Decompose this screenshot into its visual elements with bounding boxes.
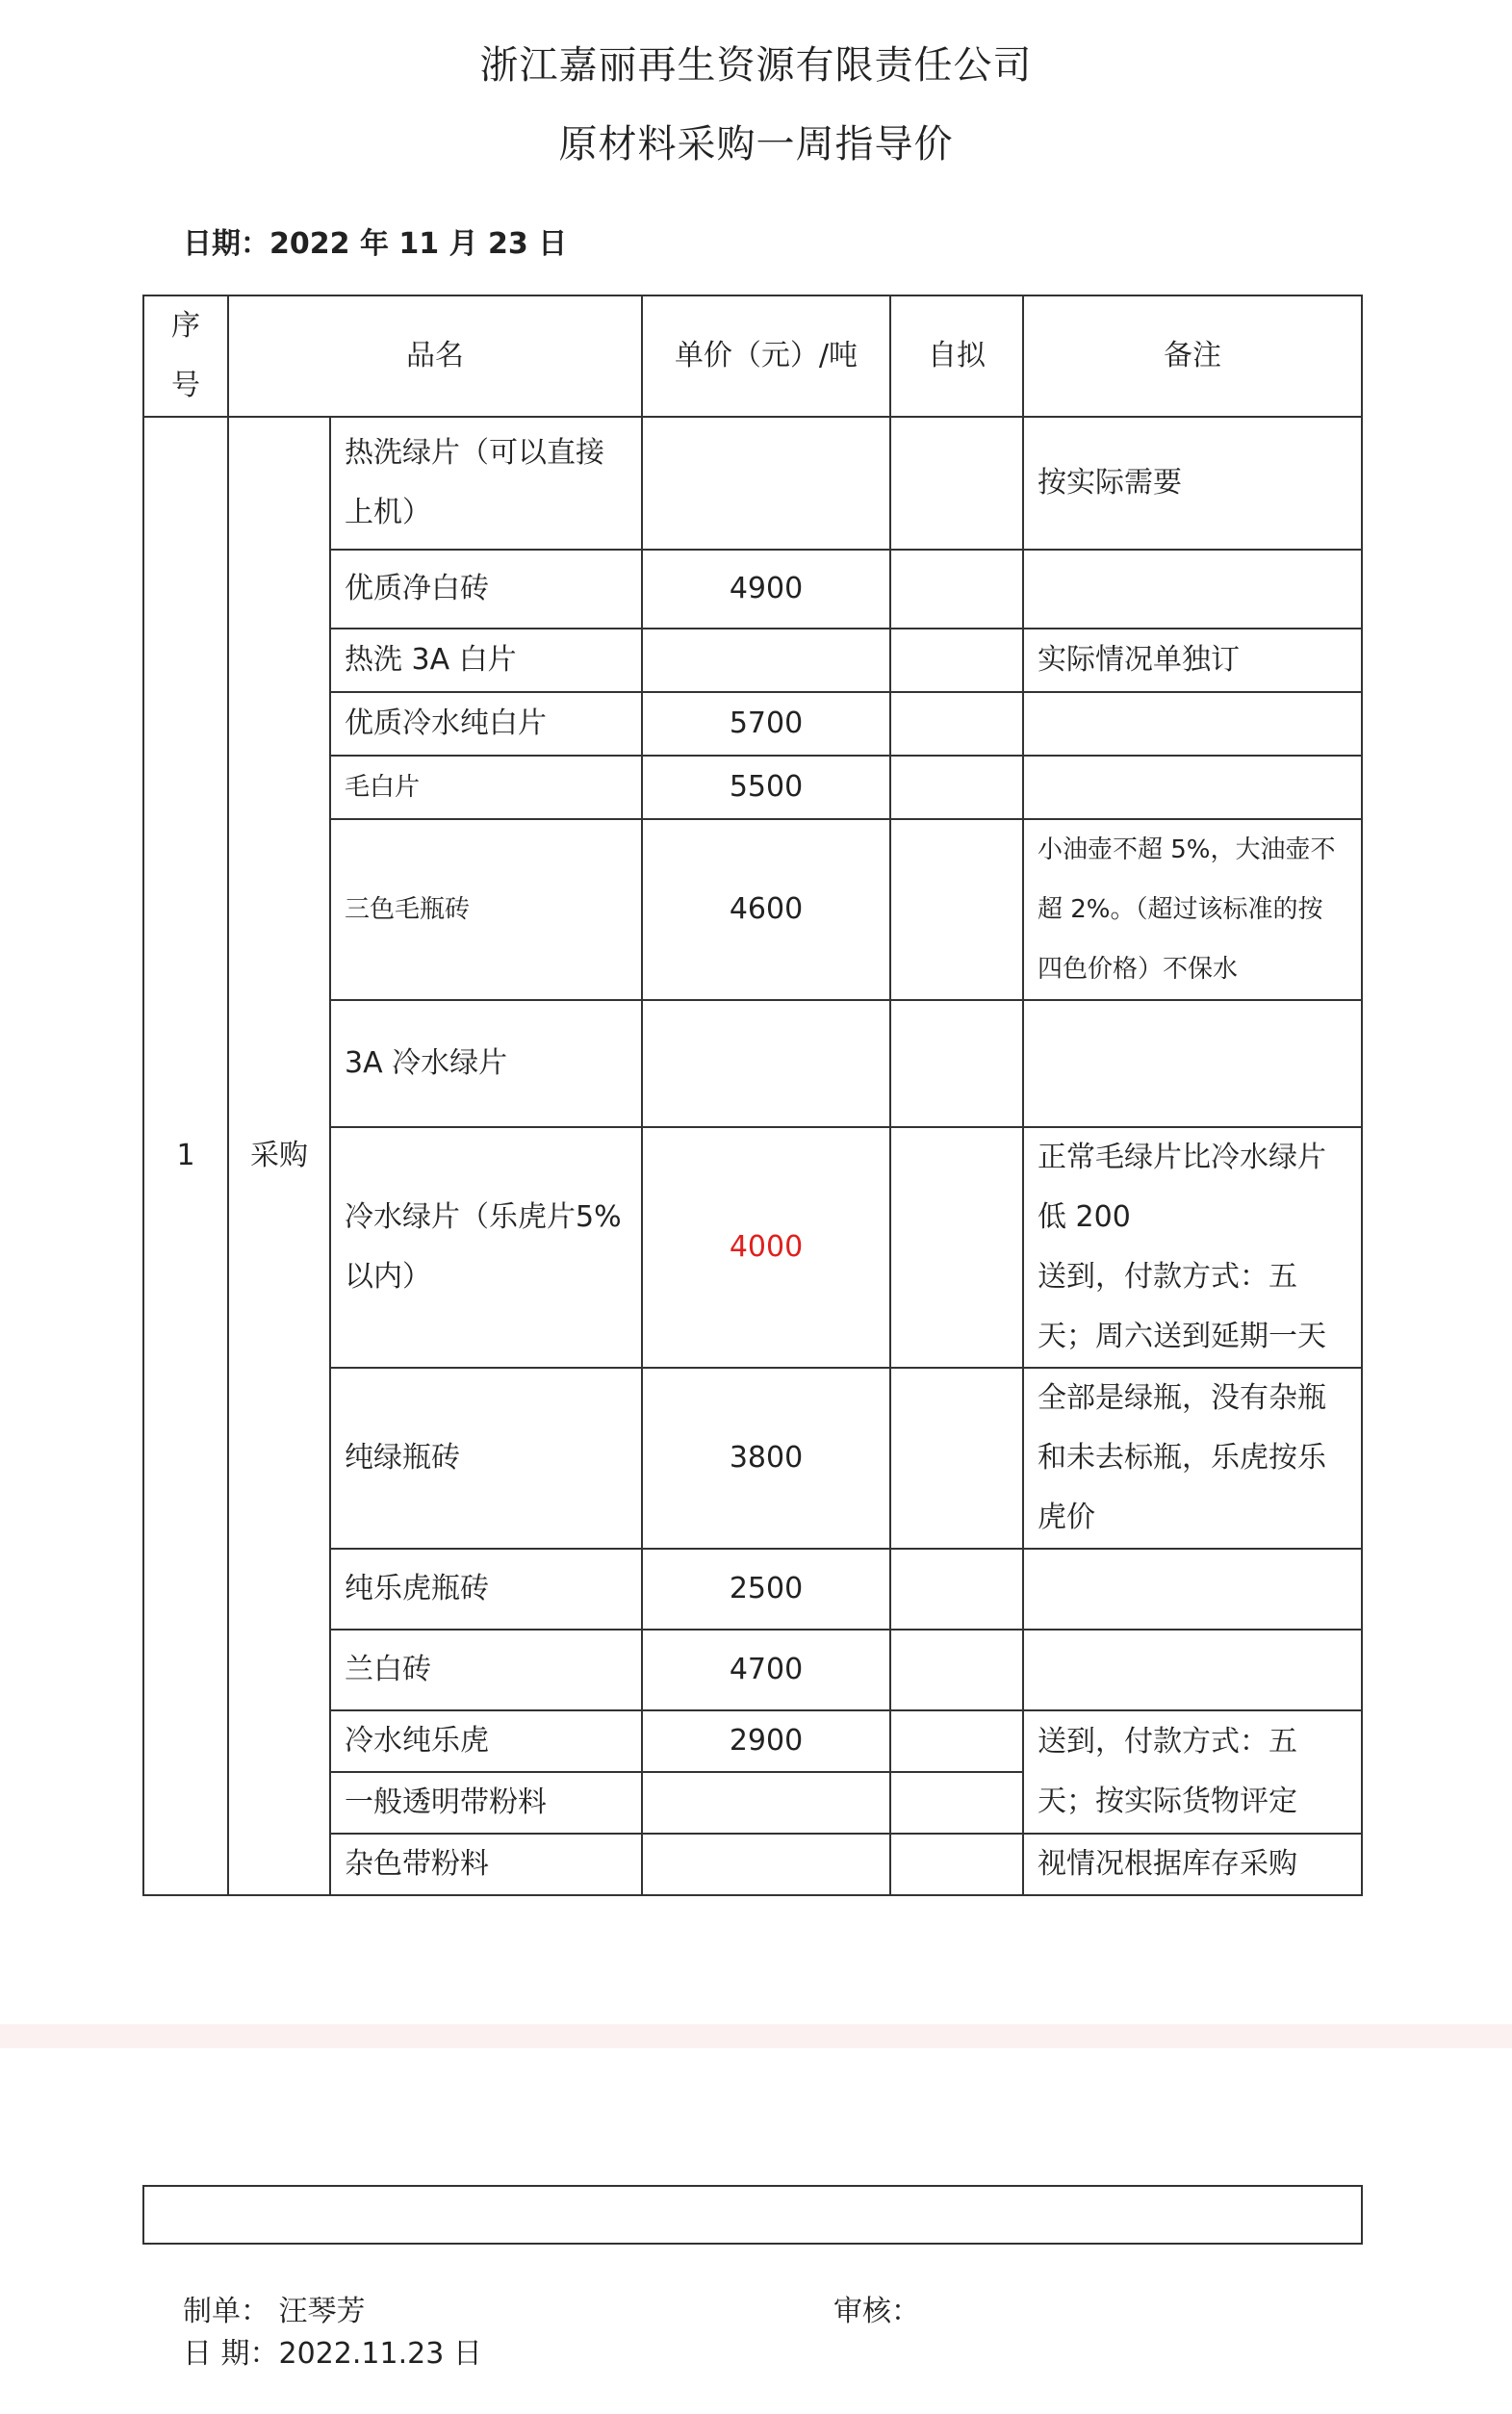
date-line: 日期：2022 年 11 月 23 日 bbox=[183, 227, 568, 261]
item-custom bbox=[890, 1000, 1023, 1127]
item-price: 5700 bbox=[642, 692, 890, 756]
page-break-band bbox=[0, 2024, 1512, 2048]
item-price bbox=[642, 1834, 890, 1895]
item-price: 4600 bbox=[642, 819, 890, 1000]
header-custom: 自拟 bbox=[890, 295, 1023, 417]
item-custom bbox=[890, 417, 1023, 550]
item-name: 兰白砖 bbox=[330, 1630, 642, 1710]
header-seq: 序号 bbox=[143, 295, 228, 417]
item-note: 按实际需要 bbox=[1023, 417, 1362, 550]
item-note: 视情况根据库存采购 bbox=[1023, 1834, 1362, 1895]
item-name: 三色毛瓶砖 bbox=[330, 819, 642, 1000]
item-name: 热洗 3A 白片 bbox=[330, 629, 642, 692]
item-custom bbox=[890, 1772, 1023, 1834]
item-note: 正常毛绿片比冷水绿片低 200 送到，付款方式：五天；周六送到延期一天 bbox=[1023, 1127, 1362, 1368]
blank-box bbox=[142, 2185, 1363, 2245]
item-name: 纯乐虎瓶砖 bbox=[330, 1549, 642, 1630]
item-price: 5500 bbox=[642, 756, 890, 819]
item-note bbox=[1023, 756, 1362, 819]
item-price: 2500 bbox=[642, 1549, 890, 1630]
item-price: 3800 bbox=[642, 1368, 890, 1549]
item-note bbox=[1023, 550, 1362, 629]
item-price bbox=[642, 1000, 890, 1127]
item-custom bbox=[890, 550, 1023, 629]
item-custom bbox=[890, 692, 1023, 756]
item-price bbox=[642, 1772, 890, 1834]
item-custom bbox=[890, 1710, 1023, 1772]
footer-date: 日 期：2022.11.23 日 bbox=[183, 2337, 482, 2371]
item-note: 实际情况单独订 bbox=[1023, 629, 1362, 692]
item-name: 3A 冷水绿片 bbox=[330, 1000, 642, 1127]
item-custom bbox=[890, 819, 1023, 1000]
item-name: 杂色带粉料 bbox=[330, 1834, 642, 1895]
item-note: 全部是绿瓶，没有杂瓶和未去标瓶，乐虎按乐虎价 bbox=[1023, 1368, 1362, 1549]
item-price: 4700 bbox=[642, 1630, 890, 1710]
document-title: 原材料采购一周指导价 bbox=[558, 122, 954, 167]
item-name: 冷水纯乐虎 bbox=[330, 1710, 642, 1772]
item-name: 一般透明带粉料 bbox=[330, 1772, 642, 1834]
item-custom bbox=[890, 1368, 1023, 1549]
prepared-by: 制单： 汪琴芳 bbox=[183, 2295, 366, 2328]
item-note: 小油壶不超 5%，大油壶不超 2%。（超过该标准的按四色价格）不保水 bbox=[1023, 819, 1362, 1000]
header-note: 备注 bbox=[1023, 295, 1362, 417]
item-name: 热洗绿片（可以直接上机） bbox=[330, 417, 642, 550]
table-row bbox=[143, 417, 1362, 550]
item-custom bbox=[890, 756, 1023, 819]
item-name: 优质净白砖 bbox=[330, 550, 642, 629]
item-price: 4000 bbox=[642, 1127, 890, 1368]
item-custom bbox=[890, 629, 1023, 692]
item-custom bbox=[890, 1127, 1023, 1368]
item-note bbox=[1023, 1549, 1362, 1630]
company-name: 浙江嘉丽再生资源有限责任公司 bbox=[479, 43, 1033, 88]
table-header-row bbox=[143, 295, 1362, 417]
header-price: 单价（元）/吨 bbox=[642, 295, 890, 417]
item-price: 2900 bbox=[642, 1710, 890, 1772]
item-custom bbox=[890, 1630, 1023, 1710]
reviewed-by: 审核： bbox=[833, 2295, 920, 2328]
price-table bbox=[142, 295, 1363, 1896]
item-name: 冷水绿片（乐虎片5%以内） bbox=[330, 1127, 642, 1368]
header-name: 品名 bbox=[228, 295, 642, 417]
seq-cell: 1 bbox=[143, 417, 228, 1895]
item-note bbox=[1023, 692, 1362, 756]
item-note: 送到，付款方式：五天；按实际货物评定 bbox=[1023, 1710, 1362, 1834]
item-custom bbox=[890, 1834, 1023, 1895]
item-price: 4900 bbox=[642, 550, 890, 629]
item-note bbox=[1023, 1630, 1362, 1710]
category-cell: 采购 bbox=[228, 417, 330, 1895]
item-note bbox=[1023, 1000, 1362, 1127]
item-price bbox=[642, 417, 890, 550]
item-name: 毛白片 bbox=[330, 756, 642, 819]
item-name: 纯绿瓶砖 bbox=[330, 1368, 642, 1549]
item-price bbox=[642, 629, 890, 692]
item-name: 优质冷水纯白片 bbox=[330, 692, 642, 756]
item-custom bbox=[890, 1549, 1023, 1630]
